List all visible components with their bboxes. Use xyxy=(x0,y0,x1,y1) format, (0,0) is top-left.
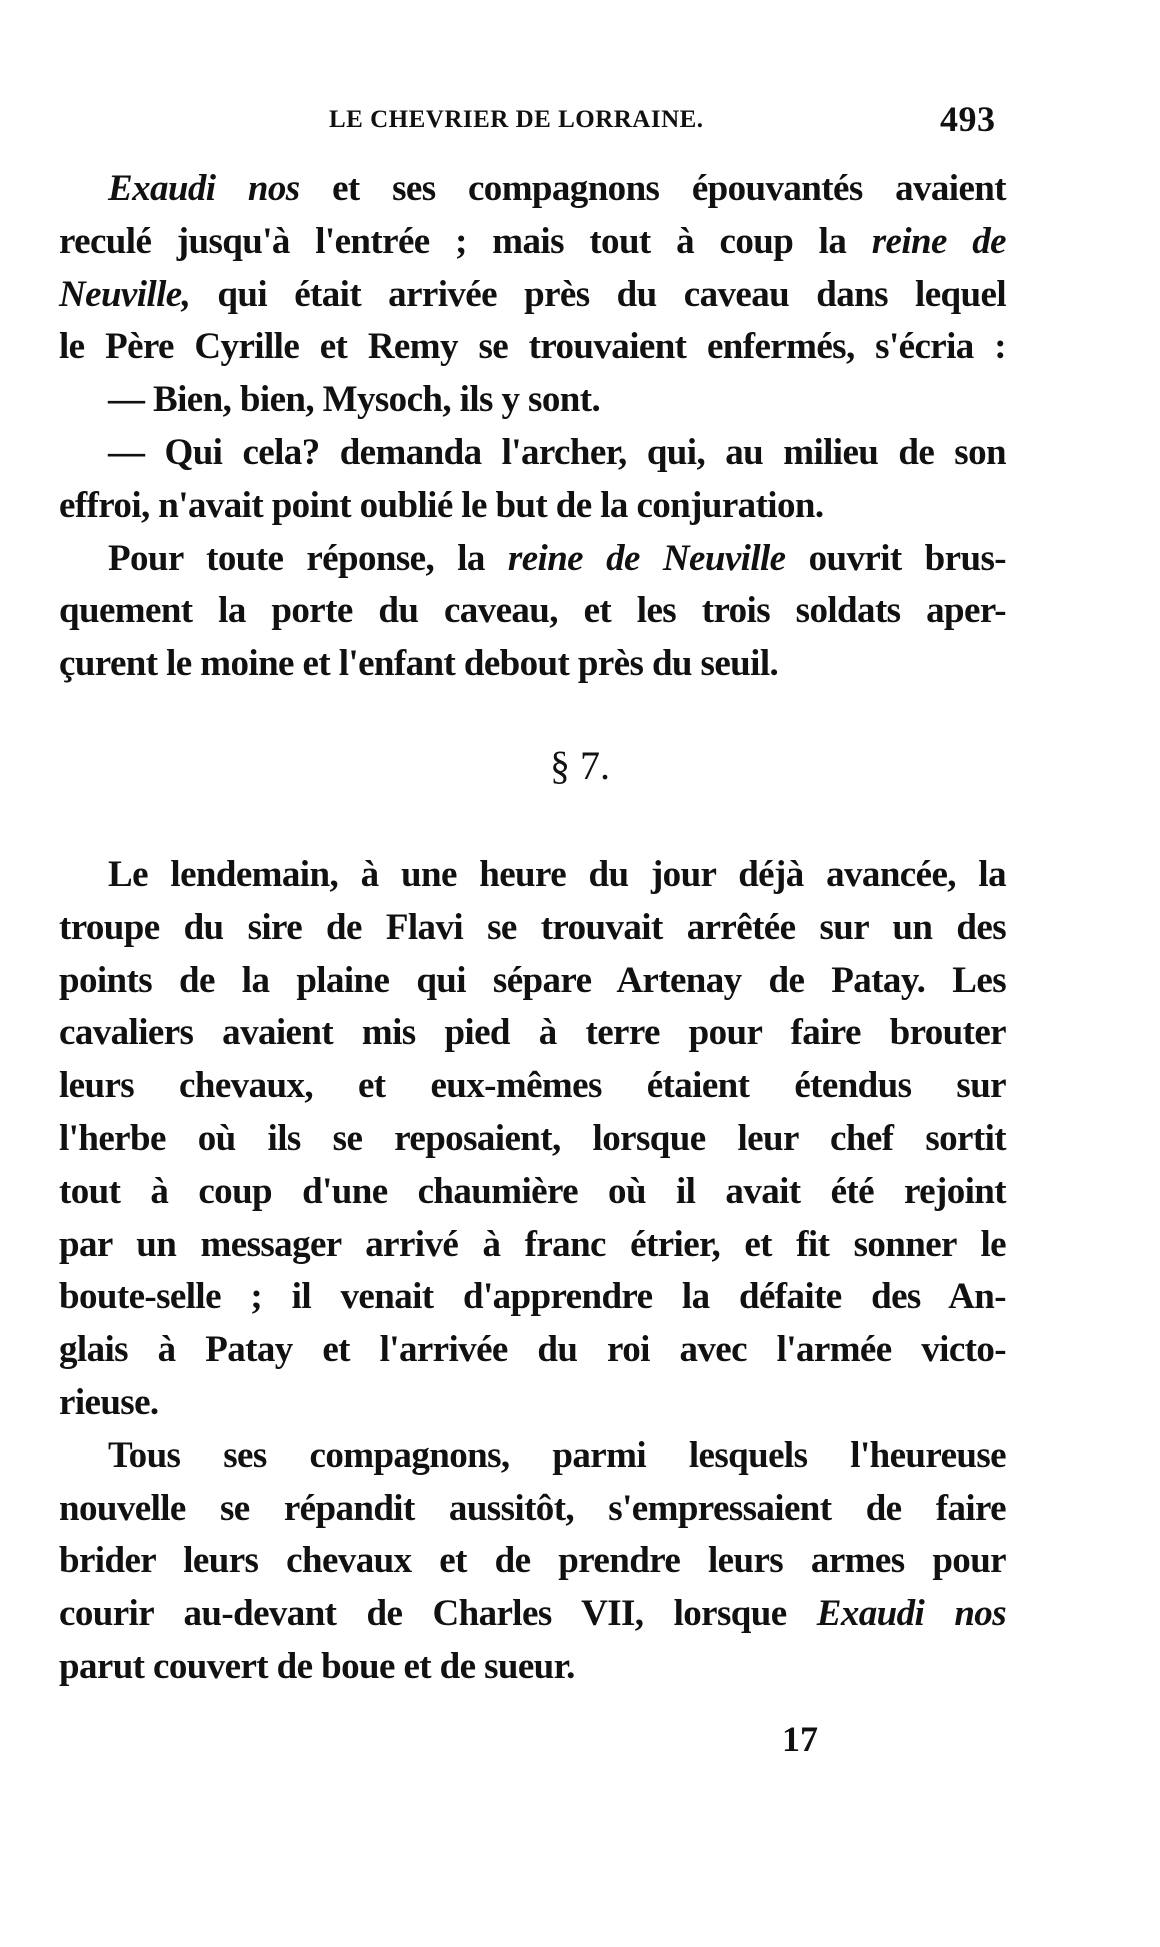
text-line xyxy=(59,1534,1006,1587)
text-line xyxy=(59,1482,1006,1535)
text-line xyxy=(59,1587,1006,1640)
text-segment: parut couvert de boue et de sueur. xyxy=(59,1646,575,1687)
text-line xyxy=(59,954,1006,1007)
text-segment: reculé jusqu'à l'entrée ; mais tout à coup la xyxy=(59,220,872,262)
text-line xyxy=(108,373,1006,426)
text-line xyxy=(59,1165,1006,1218)
text-segment: quement la porte du caveau, et les trois soldats aper- xyxy=(59,590,1006,632)
text-segment: Pour toute réponse, la xyxy=(108,537,508,579)
text-line xyxy=(59,1059,1006,1112)
text-line xyxy=(59,1218,1006,1271)
text-line xyxy=(59,215,1006,268)
text-line xyxy=(59,268,1006,321)
text-segment: l'herbe où ils se reposaient, lorsque leur chef sortit xyxy=(59,1118,1006,1159)
text-line xyxy=(108,848,1006,901)
text-segment: le Père Cyrille et Remy se trouvaient enfermés, s'écria : xyxy=(59,326,1006,368)
text-line xyxy=(108,1429,1006,1482)
italic-text: reine de Neuville xyxy=(507,537,786,579)
text-segment: nouvelle se répandit aussitôt, s'empressaient de faire xyxy=(59,1487,1006,1529)
text-line xyxy=(59,584,1006,637)
italic-text: Exaudi nos xyxy=(108,168,300,209)
text-line xyxy=(108,532,1006,585)
text-segment: leurs chevaux, et eux-mêmes étaient étendus sur xyxy=(59,1065,1006,1107)
text-segment: Le lendemain, à une heure du jour déjà avancée, la xyxy=(108,854,1006,895)
italic-text: Exaudi nos xyxy=(816,1593,1006,1635)
running-header: LE CHEVRIER DE LORRAINE. xyxy=(329,106,704,133)
page-number: 493 xyxy=(940,99,996,139)
text-segment: — Bien, bien, Mysoch, ils y sont. xyxy=(108,379,601,421)
text-segment: qui était arrivée près du caveau dans lequel xyxy=(190,273,1006,315)
italic-text: Neuville, xyxy=(59,273,191,315)
text-line xyxy=(59,320,1006,373)
text-segment: par un messager arrivé à franc étrier, et fit sonner le xyxy=(59,1223,1006,1265)
text-segment: glais à Patay et l'arrivée du roi avec l'armée victo- xyxy=(59,1329,1006,1371)
text-segment: courir au-devant de Charles VII, lorsque xyxy=(59,1593,817,1635)
text-segment: cavaliers avaient mis pied à terre pour faire brouter xyxy=(59,1012,1006,1054)
text-line xyxy=(108,162,1006,215)
text-segment: tout à coup d'une chaumière où il avait été rejoint xyxy=(59,1170,1006,1212)
section-heading: § 7. xyxy=(550,743,610,788)
text-line xyxy=(108,426,1006,479)
text-segment: brider leurs chevaux et de prendre leurs armes pour xyxy=(59,1540,1006,1582)
text-line xyxy=(59,1112,1006,1165)
italic-text: reine de xyxy=(871,220,1006,262)
text-line xyxy=(59,1006,1006,1059)
text-segment: points de la plaine qui sépare Artenay de Patay. Les xyxy=(59,959,1006,1001)
text-line xyxy=(59,637,1006,690)
text-segment: — Qui cela? demanda l'archer, qui, au milieu de son xyxy=(108,432,1006,473)
text-segment: Tous ses compagnons, parmi lesquels l'heureuse xyxy=(108,1434,1006,1476)
text-segment: troupe du sire de Flavi se trouvait arrêtée sur un des xyxy=(59,906,1006,948)
text-segment: rieuse. xyxy=(59,1382,159,1423)
text-line xyxy=(59,1376,1006,1429)
text-segment: et ses compagnons épouvantés avaient xyxy=(299,168,1006,209)
text-segment: ouvrit brus- xyxy=(785,537,1006,579)
text-line xyxy=(59,1270,1006,1323)
text-segment: boute-selle ; il venait d'apprendre la défaite des An- xyxy=(59,1276,1006,1318)
text-line xyxy=(59,901,1006,954)
text-line xyxy=(59,1640,1006,1693)
text-line xyxy=(59,1323,1006,1376)
text-line xyxy=(59,479,1006,532)
text-segment: effroi, n'avait point oublié le but de la conjuration. xyxy=(59,484,824,526)
signature-mark: 17 xyxy=(782,1719,818,1759)
text-segment: çurent le moine et l'enfant debout près du seuil. xyxy=(59,643,779,685)
